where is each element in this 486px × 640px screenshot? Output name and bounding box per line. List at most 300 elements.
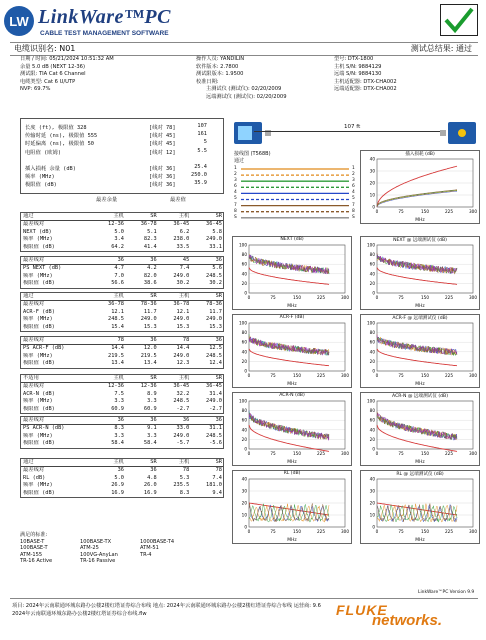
table-cell: 最差线对 <box>23 301 45 308</box>
table-cell: PS NEXT (dB) <box>23 265 62 272</box>
table-cell: 78-36 <box>206 301 222 308</box>
table-cell: 7.4 <box>179 265 190 272</box>
table-cell: 主机 <box>113 293 124 299</box>
table-cell: 219.5 <box>140 352 157 359</box>
compliant-item: 1000BASE-T4 <box>140 538 175 545</box>
table-cell: 5.8 <box>212 228 222 235</box>
table-cell: 16.9 <box>111 489 124 496</box>
x-tick: 75 <box>398 451 404 456</box>
table-cell: 3.3 <box>114 398 124 405</box>
summary-label: 长度 (ft), 极限值 328 <box>25 125 87 131</box>
y-tick: 20 <box>369 180 375 186</box>
info-cal-date: 校准日期: <box>196 78 219 85</box>
x-tick: 0 <box>247 295 251 300</box>
table-cell: 极限值 (dB) <box>23 323 55 330</box>
table-cell: 12.4 <box>209 360 222 367</box>
footer-rule <box>10 598 478 599</box>
table-cell: 36 <box>215 417 222 423</box>
chart-acrn-sr <box>360 392 480 466</box>
wiremap-pin: 5 <box>352 196 355 202</box>
x-tick: 75 <box>270 373 276 378</box>
y-tick: 10 <box>369 192 375 198</box>
table-row <box>21 440 223 447</box>
wiremap-pin: 4 <box>234 190 237 196</box>
table-cell: 78-36 <box>140 301 157 308</box>
compliant-item: 100BASE-TX <box>80 538 112 545</box>
series-line <box>249 337 329 355</box>
table-row <box>21 406 223 413</box>
summary-value: 25.4 <box>194 164 207 170</box>
table-row <box>21 316 223 323</box>
compliant-item: TR-16 Active <box>20 558 53 565</box>
worst-value-label: 最差值 <box>170 197 186 203</box>
info-col-3 <box>334 56 397 94</box>
summary-value: 35.9 <box>194 180 207 187</box>
table-cell: 频率 (MHz) <box>23 352 53 359</box>
table-head <box>21 459 223 467</box>
table-row <box>21 273 223 280</box>
summary-value: 5.5 <box>197 147 207 154</box>
y-tick: 0 <box>372 368 375 374</box>
table-cell: -5.7 <box>176 440 190 447</box>
table-cell: 235.5 <box>173 482 190 489</box>
y-tick: 100 <box>239 398 247 404</box>
series-line <box>377 191 457 207</box>
info-remote-adapter: 远端适配器: DTX-CHA002 <box>334 86 397 93</box>
table-cell: ACR-F (dB) <box>23 308 55 315</box>
table-cell: 38.6 <box>143 280 157 287</box>
x-tick: 75 <box>270 451 276 456</box>
table-cell: 12.1 <box>176 308 190 315</box>
fluke-logo: FLUKE <box>336 602 388 618</box>
table-cell: 33.1 <box>209 243 222 250</box>
table-cell: 30.2 <box>176 280 190 287</box>
table-cell: 11.7 <box>209 308 222 315</box>
networks-logo: networks. <box>372 612 443 629</box>
table-cell: 主机 <box>178 459 190 465</box>
y-tick: 100 <box>367 398 375 404</box>
table-cell: 主机 <box>178 375 190 381</box>
info-limit-version: 测试限版本: 1.9500 <box>196 71 244 78</box>
table-cell: 最差线对 <box>23 337 45 343</box>
overall-result: 测试总结果: 通过 <box>410 44 472 53</box>
table-cell: 15.3 <box>176 323 190 330</box>
summary-pair: [线对 45] <box>149 133 176 140</box>
info-software: 软件版本: 2.7800 <box>196 63 239 70</box>
table-cell: 16.9 <box>143 489 157 496</box>
table-cell: 频率 (MHz) <box>23 482 53 489</box>
table-cell: 248.5 <box>206 352 222 359</box>
y-tick: 80 <box>241 252 247 258</box>
chart-plot <box>233 315 349 385</box>
table-cell: 36 <box>182 417 190 423</box>
table-cell: 12.1 <box>111 308 124 315</box>
table-row <box>21 391 223 398</box>
chart-xlabel: MHz <box>287 304 297 309</box>
x-tick: 0 <box>375 209 379 214</box>
y-tick: 20 <box>369 436 375 442</box>
table-cell: RL (dB) <box>23 474 46 481</box>
chart-plot <box>361 315 477 385</box>
chart-xlabel: MHz <box>415 218 425 223</box>
y-tick: 60 <box>241 417 247 423</box>
chart-next-sr <box>360 236 480 310</box>
info-main-sn: 主机 S/N: 9884129 <box>334 63 382 70</box>
chart-xlabel: MHz <box>415 460 425 465</box>
table-cell: 5.3 <box>179 474 190 481</box>
x-tick: 75 <box>398 373 404 378</box>
table-cell: SR <box>150 213 157 219</box>
result-table <box>20 458 224 498</box>
summary-pair: [线对 36] <box>149 174 176 181</box>
table-cell: 4.8 <box>147 474 157 481</box>
summary-value: 250.0 <box>191 172 207 179</box>
table-cell: 36 <box>117 257 124 263</box>
table-cell: SR <box>150 459 157 465</box>
table-cell: 249.0 <box>173 432 190 439</box>
table-cell: 最差线对 <box>23 417 45 423</box>
footer-file: 2024年云南联通环城东路办公楼2楼红塔证券综合布线.flw <box>12 611 147 617</box>
table-cell: 12-36 <box>140 383 157 390</box>
chart-plot <box>361 471 477 541</box>
table-cell: 5.1 <box>147 228 157 235</box>
table-cell: 58.4 <box>143 440 157 447</box>
table-cell: 36 <box>150 337 157 343</box>
wiremap-pin: 1 <box>234 166 237 171</box>
info-date: 日期 / 时间: 05/21/2024 10:51:32 AM <box>20 56 114 62</box>
table-cell: 31.1 <box>209 425 222 432</box>
x-tick: 150 <box>293 451 301 456</box>
table-head <box>21 417 223 425</box>
x-tick: 225 <box>317 295 325 300</box>
chart-plot <box>361 151 477 221</box>
wiremap <box>232 150 358 222</box>
compliant-title: 满足的标准: <box>20 532 48 538</box>
x-tick: 0 <box>375 529 379 534</box>
summary-pair: [线对 36] <box>149 182 176 189</box>
length-label: 107 ft <box>344 124 361 130</box>
table-cell: 6.2 <box>179 228 190 235</box>
summary-label: 传输时延 (ns), 极限值 555 <box>25 133 98 140</box>
chart-il <box>360 150 480 224</box>
chart-title: RL (dB) <box>283 471 301 476</box>
cable-id: 电缆识别名: N01 <box>14 44 76 53</box>
table-cell: SR <box>150 375 157 381</box>
x-tick: 150 <box>293 529 301 534</box>
table-row <box>21 475 223 482</box>
table-cell: 频率 (MHz) <box>23 316 53 323</box>
table-cell: 33.0 <box>176 425 190 432</box>
summary-block <box>20 118 224 194</box>
compliant-item: 100VG-AnyLan <box>80 551 118 558</box>
chart-acrn <box>232 392 352 466</box>
table-cell: 36 <box>117 467 124 474</box>
y-tick: 40 <box>369 156 375 162</box>
y-tick: 60 <box>369 417 375 423</box>
table-cell: 主机 <box>113 459 124 465</box>
table-row <box>21 433 223 440</box>
summary-pair: [线对 78] <box>149 125 176 131</box>
table-cell: 64.2 <box>111 243 124 250</box>
table-cell: 36 <box>150 467 157 474</box>
x-tick: 75 <box>398 529 404 534</box>
y-tick: 100 <box>367 320 375 326</box>
table-cell: 3.3 <box>114 432 124 439</box>
table-cell: 极限值 (dB) <box>23 489 55 496</box>
x-tick: 300 <box>469 529 477 534</box>
y-tick: 20 <box>241 436 247 442</box>
table-cell: 3.3 <box>147 398 157 405</box>
chart-xlabel: MHz <box>287 460 297 465</box>
table-cell: 36-45 <box>206 383 222 390</box>
summary-pair: [线对 36] <box>149 166 176 172</box>
chart-title: ACR-F (dB) <box>279 315 305 320</box>
table-cell: 36-45 <box>173 383 190 390</box>
info-col-1 <box>20 56 114 94</box>
chart-xlabel: MHz <box>287 382 297 387</box>
table-cell: 12.0 <box>143 345 157 352</box>
table-row <box>21 280 223 287</box>
table-cell: 主机 <box>113 375 124 381</box>
info-nvp: NVP: 69.7% <box>20 86 51 93</box>
logo-badge: LW <box>4 6 34 36</box>
x-tick: 75 <box>270 295 276 300</box>
table-cell: 8.3 <box>114 425 124 432</box>
x-tick: 150 <box>421 529 429 534</box>
result-table <box>20 256 224 289</box>
wiremap-title: 接线图 (T568B) <box>234 151 271 157</box>
table-cell: 主机 <box>113 213 124 219</box>
table-cell: 14.4 <box>176 345 190 352</box>
x-tick: 225 <box>317 529 325 534</box>
y-tick: 0 <box>244 524 247 530</box>
x-tick: 75 <box>270 529 276 534</box>
chart-title: NEXT @ 远端测试仪 (dB) <box>393 238 447 243</box>
table-cell: 248.5 <box>206 272 222 279</box>
table-cell: 238.0 <box>173 236 190 243</box>
y-tick: 80 <box>241 408 247 414</box>
info-main-adapter: 主机适配器: DTX-CHA002 <box>334 78 397 85</box>
table-cell: 14.4 <box>111 345 124 352</box>
table-row <box>21 236 223 243</box>
table-cell: 最差线对 <box>23 467 45 474</box>
result-table <box>20 292 224 332</box>
info-remote-sn: 远端 S/N: 9884130 <box>334 71 382 78</box>
table-row <box>21 360 223 367</box>
result-table <box>20 212 224 252</box>
x-tick: 75 <box>398 295 404 300</box>
result-table <box>20 374 224 414</box>
y-tick: 20 <box>369 280 375 286</box>
table-row <box>21 398 223 405</box>
table-cell: 41.4 <box>143 243 157 250</box>
info-col-2 <box>196 56 287 102</box>
x-tick: 300 <box>469 295 477 300</box>
y-tick: 20 <box>369 358 375 364</box>
table-cell: 12.5 <box>209 345 222 352</box>
chart-title: ACR-F @ 远端测试仪 (dB) <box>392 316 448 321</box>
y-tick: 100 <box>239 320 247 326</box>
table-cell: 通过 <box>23 293 34 299</box>
chart-rl <box>232 470 352 544</box>
table-head <box>21 257 223 265</box>
table-cell: 5.6 <box>212 265 222 272</box>
table-cell: 3.3 <box>147 432 157 439</box>
wiremap-pin: S <box>352 214 355 220</box>
table-row <box>21 425 223 432</box>
table-cell: 12-36 <box>108 383 124 390</box>
summary-label: 时延偏离 (ns), 极限值 50 <box>25 141 94 148</box>
table-cell: 82.0 <box>143 272 157 279</box>
chart-rl-sr <box>360 470 480 544</box>
chart-plot <box>233 393 349 463</box>
y-tick: 30 <box>369 488 375 494</box>
x-tick: 225 <box>317 373 325 378</box>
table-cell: 12-36 <box>108 221 124 228</box>
y-tick: 60 <box>241 261 247 267</box>
x-tick: 150 <box>421 451 429 456</box>
x-tick: 150 <box>421 373 429 378</box>
table-cell: 7.4 <box>212 474 222 481</box>
y-tick: 0 <box>372 290 375 296</box>
lw-version: LinkWare™PC Version 9.9 <box>418 590 475 595</box>
chart-xlabel: MHz <box>415 538 425 543</box>
table-row <box>21 229 223 236</box>
compliant-item <box>140 558 200 565</box>
table-cell: 4.7 <box>114 265 124 272</box>
table-cell: 频率 (MHz) <box>23 272 53 279</box>
table-cell: 9.4 <box>212 489 222 496</box>
chart-xlabel: MHz <box>287 538 297 543</box>
y-tick: 60 <box>369 339 375 345</box>
table-cell: 极限值 (dB) <box>23 405 55 412</box>
chart-title: ACR-N (dB) <box>279 393 305 398</box>
y-tick: 80 <box>241 330 247 336</box>
table-cell: 32.2 <box>176 390 190 397</box>
table-cell: 36-78 <box>173 301 190 308</box>
table-row <box>21 353 223 360</box>
series-line <box>377 254 457 274</box>
y-tick: 20 <box>241 280 247 286</box>
summary-label: 极限值 (dB) <box>25 182 57 189</box>
table-cell: 78 <box>182 467 190 474</box>
wiremap-pin: 1 <box>352 166 355 171</box>
y-tick: 80 <box>369 408 375 414</box>
table-cell: PS ACR-F (dB) <box>23 345 65 352</box>
wiremap-pin: 3 <box>352 178 355 184</box>
table-cell: 13.4 <box>143 360 157 367</box>
chart-title: ACR-N @ 远端测试仪 (dB) <box>392 394 448 399</box>
chart-plot <box>361 393 477 463</box>
pass-check-icon <box>440 4 478 36</box>
table-cell: 78 <box>215 467 222 474</box>
x-tick: 150 <box>293 295 301 300</box>
table-row <box>21 309 223 316</box>
worst-margin-label: 最差余量 <box>96 197 118 203</box>
table-cell: 15.4 <box>111 323 124 330</box>
table-cell: 极限值 (dB) <box>23 440 55 447</box>
y-tick: 40 <box>241 349 247 355</box>
table-row <box>21 301 223 308</box>
table-cell: 82.3 <box>143 236 157 243</box>
table-cell: 最差线对 <box>23 221 45 228</box>
summary-value: 107 <box>197 123 207 129</box>
table-cell: 通过 <box>23 213 34 219</box>
table-cell: 36 <box>117 417 124 423</box>
x-tick: 0 <box>247 529 251 534</box>
wiremap-pin: S <box>234 214 237 220</box>
wiremap-result: 通过 <box>234 158 245 164</box>
table-head <box>21 213 223 221</box>
table-cell: 4.2 <box>147 265 157 272</box>
table-cell: ACR-N (dB) <box>23 390 55 397</box>
wiremap-pin: 8 <box>352 208 355 214</box>
chart-next <box>232 236 352 310</box>
y-tick: 30 <box>241 488 247 494</box>
table-cell: NEXT (dB) <box>23 228 52 235</box>
table-cell: 8.9 <box>147 390 157 397</box>
table-cell: 36-78 <box>140 221 157 228</box>
result-table <box>20 336 224 369</box>
table-row <box>21 265 223 272</box>
table-cell: 7.5 <box>114 390 124 397</box>
x-tick: 0 <box>375 373 379 378</box>
x-tick: 300 <box>341 529 349 534</box>
table-cell: 8.3 <box>179 489 190 496</box>
table-row <box>21 244 223 251</box>
x-tick: 300 <box>469 209 477 214</box>
table-cell: SR <box>215 293 222 299</box>
table-cell: 15.3 <box>209 323 222 330</box>
compliant-item: ATM-51 <box>140 545 159 552</box>
table-cell: 249.0 <box>206 236 222 243</box>
x-tick: 225 <box>445 451 453 456</box>
chart-xlabel: MHz <box>415 382 425 387</box>
compliant-item: TR-4 <box>140 551 152 558</box>
table-cell: 主机 <box>178 213 190 219</box>
table-cell: 36-78 <box>108 301 124 308</box>
table-cell: 36 <box>150 417 157 423</box>
table-cell: 45 <box>182 257 190 263</box>
table-cell: -2.7 <box>176 405 190 412</box>
table-cell: 极限值 (dB) <box>23 243 55 250</box>
table-row <box>21 383 223 390</box>
table-cell: 主机 <box>178 293 190 299</box>
summary-value: 5 <box>203 139 207 146</box>
cable-line <box>254 131 440 133</box>
compliant-item: ATM-25 <box>80 545 99 552</box>
table-cell: 36 <box>150 257 157 263</box>
compliant-item: TR-16 Passive <box>80 558 116 565</box>
table-row <box>21 490 223 497</box>
series-line <box>377 191 457 207</box>
y-tick: 20 <box>369 500 375 506</box>
table-cell: -5.6 <box>209 440 222 447</box>
table-cell: 30.2 <box>209 280 222 287</box>
y-tick: 0 <box>244 368 247 374</box>
y-tick: 40 <box>369 427 375 433</box>
y-tick: 20 <box>241 500 247 506</box>
table-cell: 219.5 <box>108 352 124 359</box>
summary-pair: [线对 45] <box>149 141 176 148</box>
table-cell: 36 <box>215 257 222 263</box>
table-cell: 249.0 <box>173 272 190 279</box>
wiremap-pin: 2 <box>352 172 355 178</box>
chart-title: NEXT (dB) <box>280 237 304 242</box>
table-cell: 181.0 <box>206 482 222 489</box>
chart-plot <box>233 237 349 307</box>
table-cell: 频率 (MHz) <box>23 398 53 405</box>
